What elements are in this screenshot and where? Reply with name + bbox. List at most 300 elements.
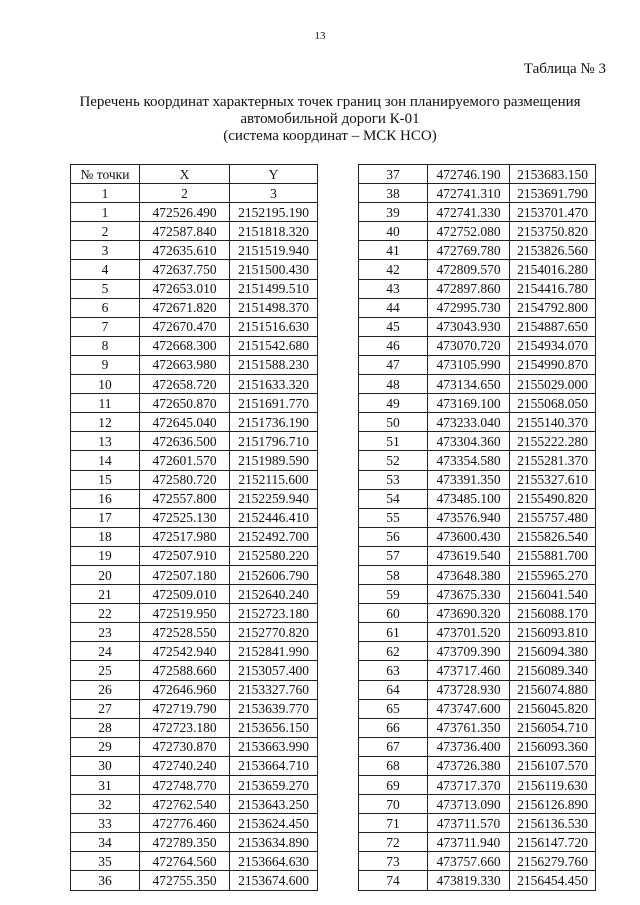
y-coordinate-cell: 2155881.700 [510, 546, 596, 565]
x-coordinate-cell: 472525.130 [140, 508, 230, 527]
x-coordinate-cell: 472723.180 [140, 718, 230, 737]
table-row [359, 432, 596, 451]
y-coordinate-cell: 2156088.170 [510, 604, 596, 623]
point-number-cell: 13 [71, 432, 140, 451]
x-coordinate-cell: 473761.350 [428, 718, 510, 737]
point-number-cell: 40 [359, 222, 428, 241]
table-row [71, 776, 318, 795]
table-row [71, 394, 318, 413]
y-coordinate-cell: 2151499.510 [230, 279, 318, 298]
table-label: Таблица № 3 [523, 61, 606, 77]
x-coordinate-cell: 473757.660 [428, 852, 510, 871]
x-coordinate-cell: 472897.860 [428, 279, 510, 298]
y-coordinate-cell: 2151989.590 [230, 451, 318, 470]
point-number-cell: 67 [359, 737, 428, 756]
y-coordinate-cell: 2151818.320 [230, 222, 318, 241]
y-coordinate-cell: 2156074.880 [510, 680, 596, 699]
x-coordinate-cell: 473675.330 [428, 585, 510, 604]
point-number-cell: 3 [71, 241, 140, 260]
column-number-3: 3 [230, 184, 318, 203]
y-coordinate-cell: 2154416.780 [510, 279, 596, 298]
y-coordinate-cell: 2153634.890 [230, 833, 318, 852]
y-coordinate-cell: 2156089.340 [510, 661, 596, 680]
x-coordinate-cell: 473709.390 [428, 642, 510, 661]
table-row [71, 814, 318, 833]
y-coordinate-cell: 2151519.940 [230, 241, 318, 260]
point-number-cell: 36 [71, 871, 140, 890]
table-row [71, 833, 318, 852]
point-number-cell: 68 [359, 756, 428, 775]
x-coordinate-cell: 472776.460 [140, 814, 230, 833]
x-coordinate-cell: 473736.400 [428, 737, 510, 756]
y-coordinate-cell: 2156045.820 [510, 699, 596, 718]
x-coordinate-cell: 472670.470 [140, 317, 230, 336]
x-coordinate-cell: 473304.360 [428, 432, 510, 451]
x-coordinate-cell: 473819.330 [428, 871, 510, 890]
x-coordinate-cell: 472671.820 [140, 298, 230, 317]
x-coordinate-cell: 472995.730 [428, 298, 510, 317]
table-row [71, 317, 318, 336]
point-number-cell: 6 [71, 298, 140, 317]
y-coordinate-cell: 2153663.990 [230, 737, 318, 756]
x-coordinate-cell: 473619.540 [428, 546, 510, 565]
x-coordinate-cell: 472645.040 [140, 413, 230, 432]
y-coordinate-cell: 2151500.430 [230, 260, 318, 279]
x-coordinate-cell: 472587.840 [140, 222, 230, 241]
y-coordinate-cell: 2152723.180 [230, 604, 318, 623]
x-coordinate-cell: 473711.570 [428, 814, 510, 833]
x-coordinate-cell: 472646.960 [140, 680, 230, 699]
point-number-cell: 41 [359, 241, 428, 260]
x-coordinate-cell: 473169.100 [428, 394, 510, 413]
point-number-cell: 44 [359, 298, 428, 317]
x-coordinate-cell: 472762.540 [140, 795, 230, 814]
table-row [359, 317, 596, 336]
table-row [359, 680, 596, 699]
point-number-cell: 49 [359, 394, 428, 413]
x-coordinate-cell: 472746.190 [428, 165, 510, 184]
table-header-row [71, 165, 318, 184]
point-number-cell: 16 [71, 489, 140, 508]
x-coordinate-cell: 472636.500 [140, 432, 230, 451]
x-coordinate-cell: 473747.600 [428, 699, 510, 718]
x-coordinate-cell: 472755.350 [140, 871, 230, 890]
header-point-number: № точки [71, 165, 140, 184]
y-coordinate-cell: 2153659.270 [230, 776, 318, 795]
table-row [71, 413, 318, 432]
point-number-cell: 21 [71, 585, 140, 604]
x-coordinate-cell: 472730.870 [140, 737, 230, 756]
table-row [359, 451, 596, 470]
table-row [359, 508, 596, 527]
x-coordinate-cell: 473070.720 [428, 336, 510, 355]
y-coordinate-cell: 2153701.470 [510, 203, 596, 222]
table-row [359, 737, 596, 756]
y-coordinate-cell: 2155222.280 [510, 432, 596, 451]
y-coordinate-cell: 2153664.630 [230, 852, 318, 871]
y-coordinate-cell: 2152259.940 [230, 489, 318, 508]
coordinates-table-right [358, 164, 596, 891]
point-number-cell: 17 [71, 508, 140, 527]
y-coordinate-cell: 2153826.560 [510, 241, 596, 260]
x-coordinate-cell: 472588.660 [140, 661, 230, 680]
table-row [359, 546, 596, 565]
y-coordinate-cell: 2151633.320 [230, 375, 318, 394]
table-row [71, 680, 318, 699]
y-coordinate-cell: 2156279.760 [510, 852, 596, 871]
table-row [359, 165, 596, 184]
x-coordinate-cell: 473728.930 [428, 680, 510, 699]
x-coordinate-cell: 472748.770 [140, 776, 230, 795]
y-coordinate-cell: 2153691.790 [510, 184, 596, 203]
x-coordinate-cell: 472769.780 [428, 241, 510, 260]
y-coordinate-cell: 2154934.070 [510, 336, 596, 355]
x-coordinate-cell: 473701.520 [428, 623, 510, 642]
y-coordinate-cell: 2156119.630 [510, 776, 596, 795]
table-row [359, 527, 596, 546]
page-number: 13 [314, 30, 326, 42]
table-row [71, 737, 318, 756]
point-number-cell: 52 [359, 451, 428, 470]
point-number-cell: 29 [71, 737, 140, 756]
point-number-cell: 60 [359, 604, 428, 623]
table-row [359, 298, 596, 317]
x-coordinate-cell: 472637.750 [140, 260, 230, 279]
y-coordinate-cell: 2155327.610 [510, 470, 596, 489]
point-number-cell: 57 [359, 546, 428, 565]
table-row [359, 699, 596, 718]
table-row [71, 604, 318, 623]
table-row [359, 833, 596, 852]
table-row [359, 718, 596, 737]
x-coordinate-cell: 473600.430 [428, 527, 510, 546]
point-number-cell: 63 [359, 661, 428, 680]
table-row [359, 355, 596, 374]
table-row [359, 470, 596, 489]
point-number-cell: 74 [359, 871, 428, 890]
point-number-cell: 65 [359, 699, 428, 718]
table-row [71, 585, 318, 604]
table-row [71, 279, 318, 298]
point-number-cell: 72 [359, 833, 428, 852]
y-coordinate-cell: 2153674.600 [230, 871, 318, 890]
point-number-cell: 1 [71, 203, 140, 222]
point-number-cell: 11 [71, 394, 140, 413]
table-row [359, 222, 596, 241]
point-number-cell: 8 [71, 336, 140, 355]
point-number-cell: 19 [71, 546, 140, 565]
x-coordinate-cell: 472580.720 [140, 470, 230, 489]
table-row [71, 432, 318, 451]
table-row [71, 756, 318, 775]
point-number-cell: 43 [359, 279, 428, 298]
table-row [359, 394, 596, 413]
x-coordinate-cell: 473354.580 [428, 451, 510, 470]
x-coordinate-cell: 472519.950 [140, 604, 230, 623]
table-row [359, 661, 596, 680]
table-row [71, 222, 318, 241]
y-coordinate-cell: 2154990.870 [510, 355, 596, 374]
y-coordinate-cell: 2156054.710 [510, 718, 596, 737]
point-number-cell: 37 [359, 165, 428, 184]
point-number-cell: 47 [359, 355, 428, 374]
table-row [359, 260, 596, 279]
table-row [359, 489, 596, 508]
y-coordinate-cell: 2151736.190 [230, 413, 318, 432]
point-number-cell: 27 [71, 699, 140, 718]
point-number-cell: 71 [359, 814, 428, 833]
point-number-cell: 33 [71, 814, 140, 833]
point-number-cell: 55 [359, 508, 428, 527]
y-coordinate-cell: 2153656.150 [230, 718, 318, 737]
y-coordinate-cell: 2151542.680 [230, 336, 318, 355]
table-row [359, 203, 596, 222]
point-number-cell: 7 [71, 317, 140, 336]
x-coordinate-cell: 472789.350 [140, 833, 230, 852]
x-coordinate-cell: 472507.910 [140, 546, 230, 565]
y-coordinate-cell: 2153643.250 [230, 795, 318, 814]
y-coordinate-cell: 2151691.770 [230, 394, 318, 413]
table-row [359, 871, 596, 890]
point-number-cell: 23 [71, 623, 140, 642]
point-number-cell: 28 [71, 718, 140, 737]
table-row [71, 298, 318, 317]
x-coordinate-cell: 472719.790 [140, 699, 230, 718]
table-row [359, 852, 596, 871]
table-row [71, 470, 318, 489]
x-coordinate-cell: 472741.310 [428, 184, 510, 203]
y-coordinate-cell: 2153327.760 [230, 680, 318, 699]
y-coordinate-cell: 2156107.570 [510, 756, 596, 775]
x-coordinate-cell: 472658.720 [140, 375, 230, 394]
x-coordinate-cell: 473105.990 [428, 355, 510, 374]
y-coordinate-cell: 2155029.000 [510, 375, 596, 394]
point-number-cell: 9 [71, 355, 140, 374]
point-number-cell: 56 [359, 527, 428, 546]
table-row [71, 565, 318, 584]
x-coordinate-cell: 472635.610 [140, 241, 230, 260]
table-row [71, 699, 318, 718]
x-coordinate-cell: 473233.040 [428, 413, 510, 432]
point-number-cell: 50 [359, 413, 428, 432]
y-coordinate-cell: 2151588.230 [230, 355, 318, 374]
x-coordinate-cell: 472809.570 [428, 260, 510, 279]
point-number-cell: 46 [359, 336, 428, 355]
point-number-cell: 15 [71, 470, 140, 489]
x-coordinate-cell: 472653.010 [140, 279, 230, 298]
point-number-cell: 54 [359, 489, 428, 508]
x-coordinate-cell: 472752.080 [428, 222, 510, 241]
table-row [359, 642, 596, 661]
point-number-cell: 38 [359, 184, 428, 203]
y-coordinate-cell: 2156093.360 [510, 737, 596, 756]
y-coordinate-cell: 2152195.190 [230, 203, 318, 222]
x-coordinate-cell: 472650.870 [140, 394, 230, 413]
y-coordinate-cell: 2152446.410 [230, 508, 318, 527]
point-number-cell: 64 [359, 680, 428, 699]
y-coordinate-cell: 2153683.150 [510, 165, 596, 184]
x-coordinate-cell: 473717.460 [428, 661, 510, 680]
point-number-cell: 24 [71, 642, 140, 661]
x-coordinate-cell: 472517.980 [140, 527, 230, 546]
y-coordinate-cell: 2152606.790 [230, 565, 318, 584]
point-number-cell: 58 [359, 565, 428, 584]
point-number-cell: 51 [359, 432, 428, 451]
table-row [71, 451, 318, 470]
y-coordinate-cell: 2155490.820 [510, 489, 596, 508]
y-coordinate-cell: 2152115.600 [230, 470, 318, 489]
point-number-cell: 25 [71, 661, 140, 680]
x-coordinate-cell: 472557.800 [140, 489, 230, 508]
point-number-cell: 61 [359, 623, 428, 642]
x-coordinate-cell: 473717.370 [428, 776, 510, 795]
y-coordinate-cell: 2152492.700 [230, 527, 318, 546]
table-row [71, 355, 318, 374]
x-coordinate-cell: 473485.100 [428, 489, 510, 508]
column-number-row [71, 184, 318, 203]
y-coordinate-cell: 2153664.710 [230, 756, 318, 775]
header-x: X [140, 165, 230, 184]
table-row [359, 585, 596, 604]
heading-line-1: Перечень координат характерных точек границ зон планируемого размещения [79, 94, 581, 110]
table-row [359, 279, 596, 298]
x-coordinate-cell: 472668.300 [140, 336, 230, 355]
table-row [71, 795, 318, 814]
column-number-2: 2 [140, 184, 230, 203]
table-row [359, 795, 596, 814]
table-row [71, 852, 318, 871]
x-coordinate-cell: 473648.380 [428, 565, 510, 584]
y-coordinate-cell: 2152580.220 [230, 546, 318, 565]
table-row [359, 814, 596, 833]
table-row [359, 413, 596, 432]
y-coordinate-cell: 2153639.770 [230, 699, 318, 718]
x-coordinate-cell: 473711.940 [428, 833, 510, 852]
x-coordinate-cell: 473576.940 [428, 508, 510, 527]
table-row [359, 241, 596, 260]
point-number-cell: 66 [359, 718, 428, 737]
x-coordinate-cell: 472526.490 [140, 203, 230, 222]
point-number-cell: 70 [359, 795, 428, 814]
y-coordinate-cell: 2154792.800 [510, 298, 596, 317]
x-coordinate-cell: 472507.180 [140, 565, 230, 584]
x-coordinate-cell: 473134.650 [428, 375, 510, 394]
x-coordinate-cell: 472740.240 [140, 756, 230, 775]
y-coordinate-cell: 2152640.240 [230, 585, 318, 604]
point-number-cell: 39 [359, 203, 428, 222]
table-row [71, 241, 318, 260]
y-coordinate-cell: 2156147.720 [510, 833, 596, 852]
y-coordinate-cell: 2151796.710 [230, 432, 318, 451]
table-row [359, 184, 596, 203]
point-number-cell: 35 [71, 852, 140, 871]
y-coordinate-cell: 2156126.890 [510, 795, 596, 814]
point-number-cell: 32 [71, 795, 140, 814]
point-number-cell: 42 [359, 260, 428, 279]
y-coordinate-cell: 2156041.540 [510, 585, 596, 604]
point-number-cell: 69 [359, 776, 428, 795]
point-number-cell: 73 [359, 852, 428, 871]
point-number-cell: 48 [359, 375, 428, 394]
point-number-cell: 31 [71, 776, 140, 795]
x-coordinate-cell: 473690.320 [428, 604, 510, 623]
y-coordinate-cell: 2156454.450 [510, 871, 596, 890]
table-row [71, 260, 318, 279]
table-row [359, 776, 596, 795]
point-number-cell: 4 [71, 260, 140, 279]
point-number-cell: 20 [71, 565, 140, 584]
y-coordinate-cell: 2155757.480 [510, 508, 596, 527]
point-number-cell: 10 [71, 375, 140, 394]
table-row [359, 565, 596, 584]
table-row [71, 489, 318, 508]
table-row [359, 756, 596, 775]
x-coordinate-cell: 472528.550 [140, 623, 230, 642]
x-coordinate-cell: 472601.570 [140, 451, 230, 470]
y-coordinate-cell: 2155140.370 [510, 413, 596, 432]
x-coordinate-cell: 473043.930 [428, 317, 510, 336]
table-row [359, 604, 596, 623]
point-number-cell: 5 [71, 279, 140, 298]
table-row [71, 642, 318, 661]
point-number-cell: 26 [71, 680, 140, 699]
table-row [71, 508, 318, 527]
table-row [71, 546, 318, 565]
y-coordinate-cell: 2151516.630 [230, 317, 318, 336]
y-coordinate-cell: 2152841.990 [230, 642, 318, 661]
table-row [71, 718, 318, 737]
y-coordinate-cell: 2156136.530 [510, 814, 596, 833]
point-number-cell: 18 [71, 527, 140, 546]
y-coordinate-cell: 2156094.380 [510, 642, 596, 661]
point-number-cell: 22 [71, 604, 140, 623]
table-row [359, 336, 596, 355]
table-row [71, 203, 318, 222]
y-coordinate-cell: 2154016.280 [510, 260, 596, 279]
y-coordinate-cell: 2156093.810 [510, 623, 596, 642]
point-number-cell: 53 [359, 470, 428, 489]
table-row [71, 527, 318, 546]
heading-line-2: автомобильной дороги К-01 [240, 111, 420, 127]
point-number-cell: 45 [359, 317, 428, 336]
y-coordinate-cell: 2155965.270 [510, 565, 596, 584]
x-coordinate-cell: 473391.350 [428, 470, 510, 489]
x-coordinate-cell: 472542.940 [140, 642, 230, 661]
document-heading [60, 94, 600, 145]
column-number-1: 1 [71, 184, 140, 203]
y-coordinate-cell: 2153057.400 [230, 661, 318, 680]
point-number-cell: 59 [359, 585, 428, 604]
table-row [71, 661, 318, 680]
table-row [359, 623, 596, 642]
header-y: Y [230, 165, 318, 184]
point-number-cell: 62 [359, 642, 428, 661]
point-number-cell: 34 [71, 833, 140, 852]
y-coordinate-cell: 2151498.370 [230, 298, 318, 317]
coordinates-table-left [70, 164, 318, 891]
y-coordinate-cell: 2155826.540 [510, 527, 596, 546]
point-number-cell: 14 [71, 451, 140, 470]
table-row [71, 336, 318, 355]
x-coordinate-cell: 473713.090 [428, 795, 510, 814]
point-number-cell: 2 [71, 222, 140, 241]
y-coordinate-cell: 2154887.650 [510, 317, 596, 336]
x-coordinate-cell: 472509.010 [140, 585, 230, 604]
point-number-cell: 12 [71, 413, 140, 432]
heading-line-3: (система координат – МСК НСО) [223, 128, 437, 144]
x-coordinate-cell: 472741.330 [428, 203, 510, 222]
table-row [71, 375, 318, 394]
